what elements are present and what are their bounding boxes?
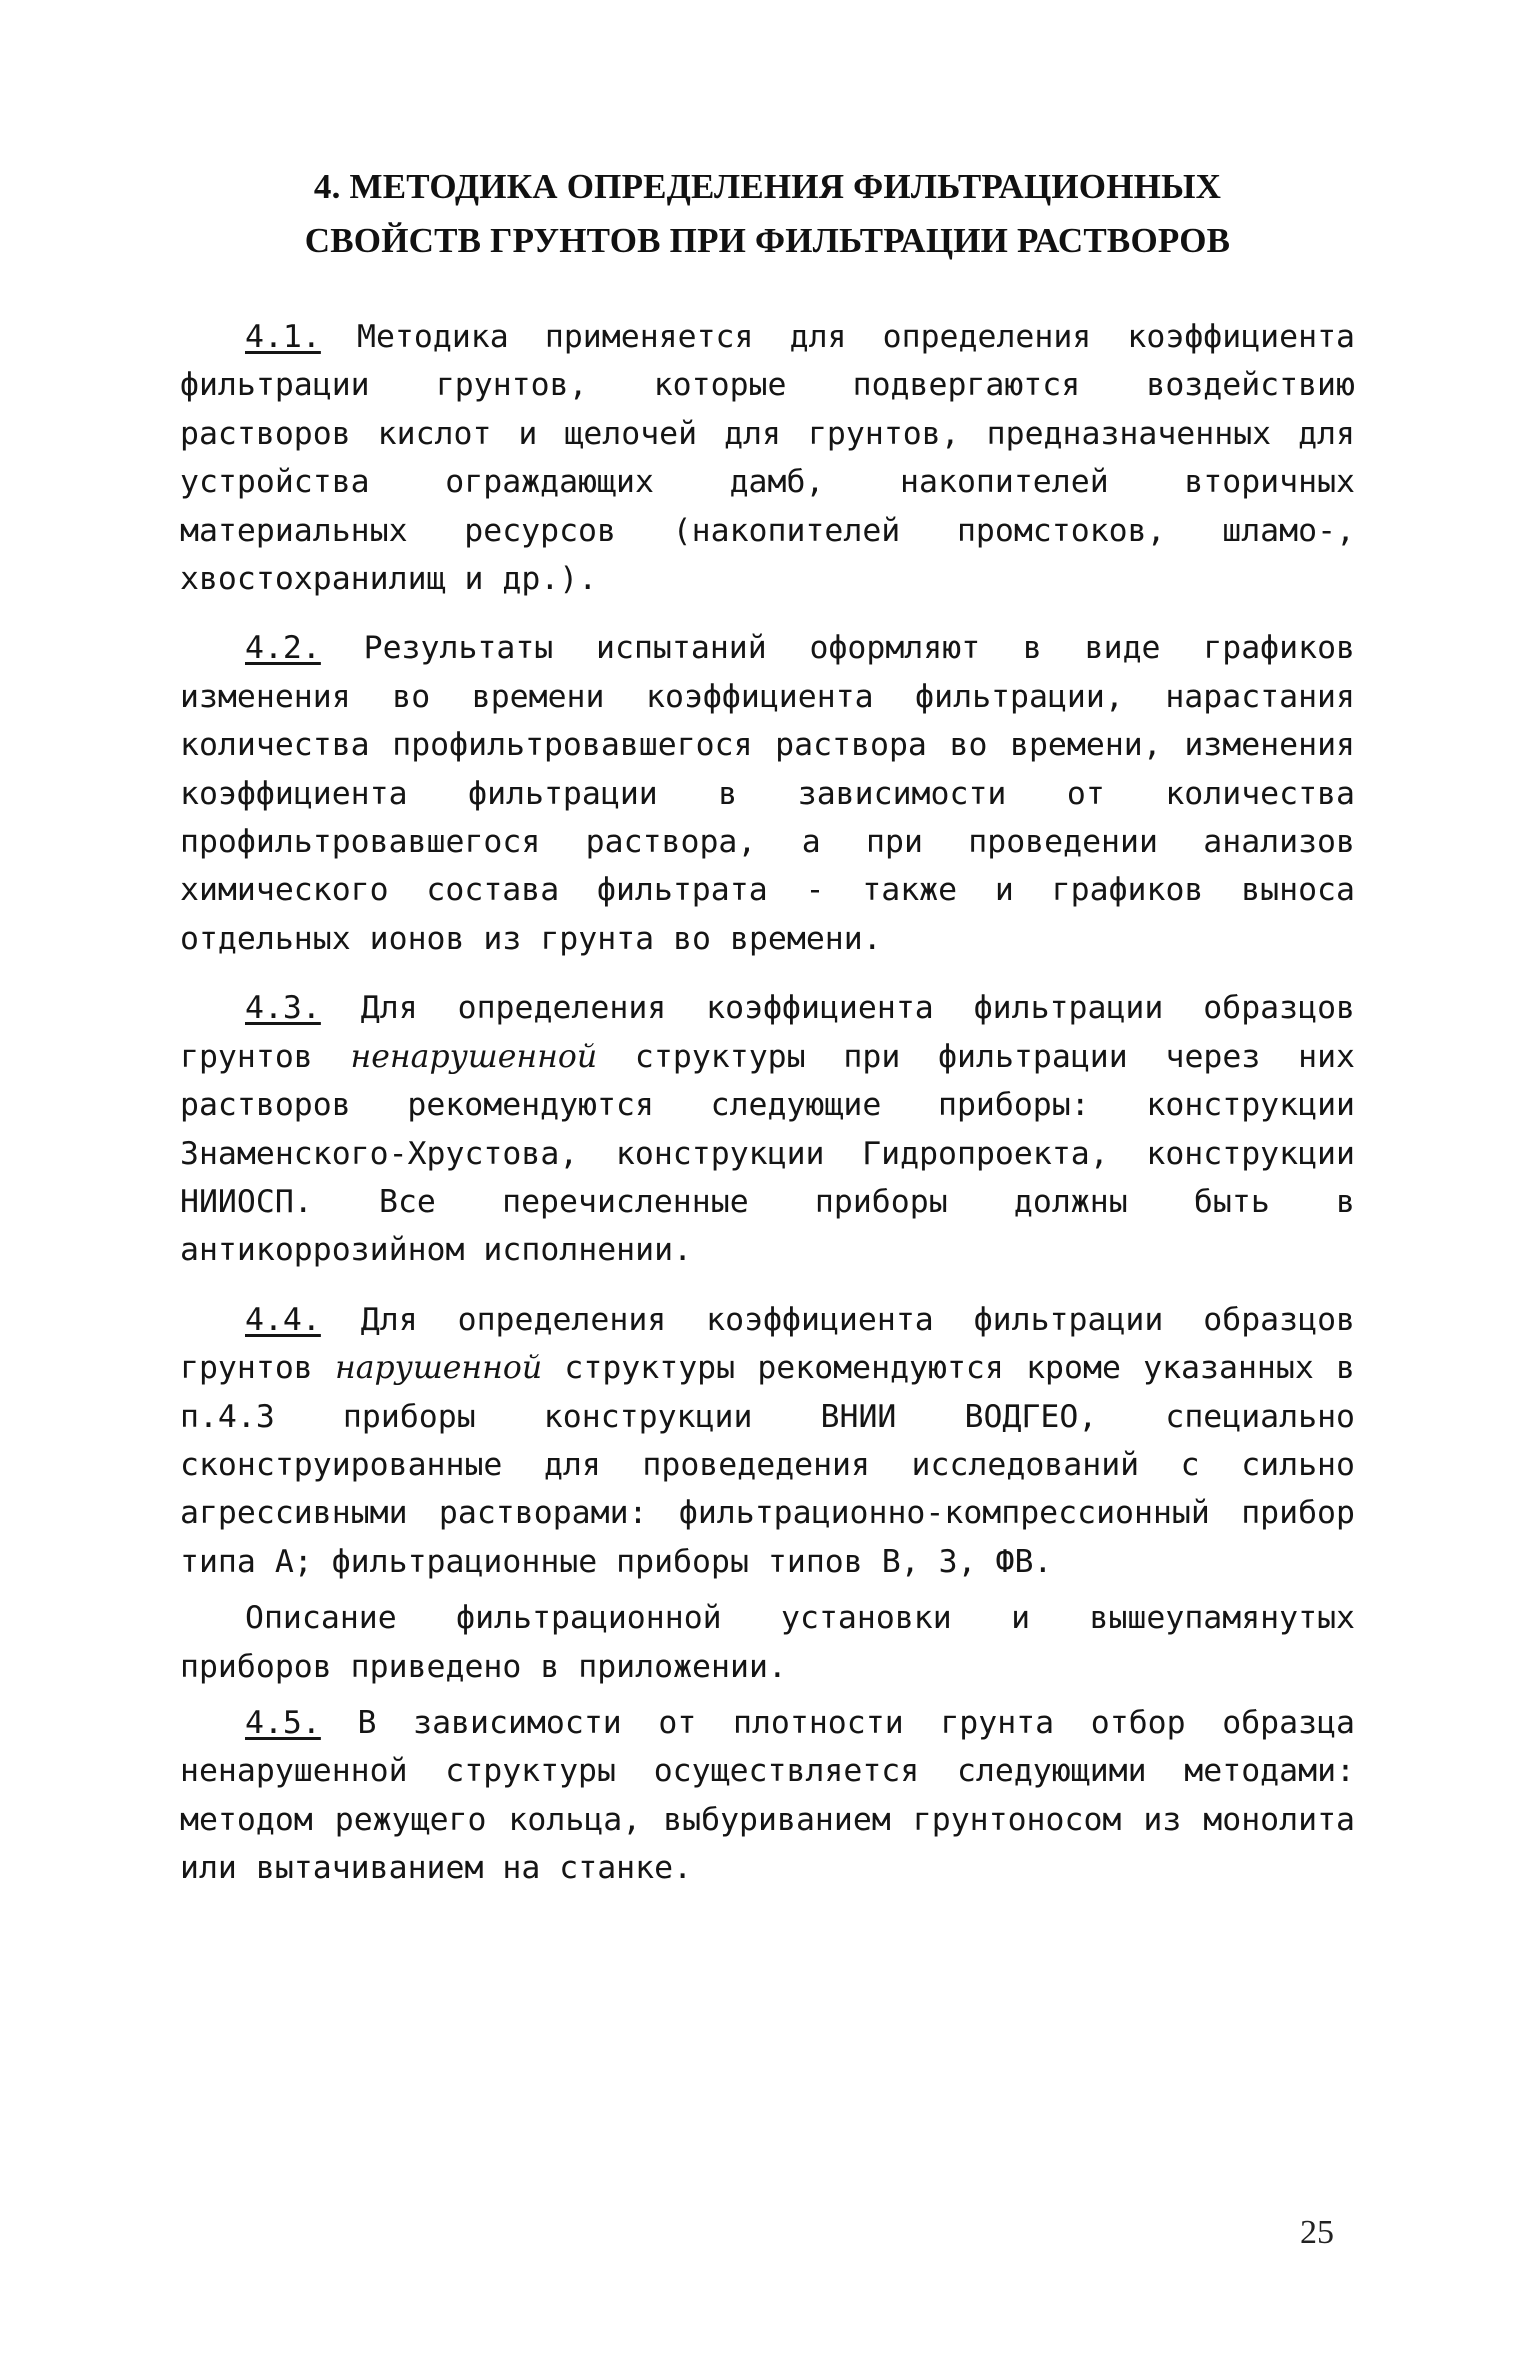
emphasized-term: нарушенной xyxy=(334,1350,543,1387)
paragraph-text: Результаты испытаний оформляют в виде графиков изменения во времени коэффициента фильтрации, нарастания количества профильтровавшегося раствора во времени, изменения коэффициента фильтрации в зависимости от количества профильтровавшегося раствора, а при проведении анализов химического состава фильтрата - также и графиков выноса отдельных ионов из грунта во времени. xyxy=(180,630,1355,957)
paragraph-number: 4.5. xyxy=(245,1704,321,1741)
paragraph-text: структуры при фильтрации через них растворов рекомендуются следующие приборы: конструкции Знаменского-Хрустова, конструкции Гидропроекта, конструкции НИИОСП. Все перечисленные приборы должны быть в антикоррозийном исполнении. xyxy=(180,1038,1356,1269)
paragraph-4-1 xyxy=(180,313,1355,603)
page-number: 25 xyxy=(1300,2214,1334,2251)
paragraph-text: Описание фильтрационной установки и вышеупамянутых приборов приведено в приложении. xyxy=(180,1600,1355,1685)
paragraph-4-4-description xyxy=(180,1594,1355,1691)
paragraph-text: Для определения коэффициента фильтрации образцов грунтов xyxy=(180,990,1355,1075)
paragraph-text: Методика применяется для определения коэффициента фильтрации грунтов, которые подвергаются воздействию растворов кислот и щелочей для грунтов, предназначенных для устройства ограждающих дамб, накопителей вторичных материальных ресурсов (накопителей промстоков, шламо-, хвостохранилищ и др.). xyxy=(180,319,1355,598)
heading-line-1: 4. МЕТОДИКА ОПРЕДЕЛЕНИЯ ФИЛЬТРАЦИОННЫХ xyxy=(313,167,1222,206)
document-body xyxy=(180,313,1355,1914)
heading-line-2: СВОЙСТВ ГРУНТОВ ПРИ ФИЛЬТРАЦИИ РАСТВОРОВ xyxy=(304,221,1231,260)
paragraph-number: 4.1. xyxy=(245,319,321,355)
paragraph-4-2 xyxy=(180,624,1355,963)
emphasized-term: ненарушенной xyxy=(350,1038,598,1075)
paragraph-4-4 xyxy=(180,1296,1355,1586)
paragraph-text: структуры рекомендуются кроме указанных в п.4.3 приборы конструкции ВНИИ ВОДГЕО, специально сконструированные для проведедения исследований с сильно агрессивными растворами: фильтрационно-компрессионный прибор типа А; фильтрационные приборы типов В, З, ФВ. xyxy=(180,1350,1356,1580)
paragraph-text: Для определения коэффициента фильтрации образцов грунтов xyxy=(180,1301,1355,1387)
section-heading xyxy=(180,160,1355,268)
paragraph-4-3 xyxy=(180,984,1355,1274)
paragraph-number: 4.4. xyxy=(245,1301,321,1338)
paragraph-number: 4.3. xyxy=(245,990,321,1027)
paragraph-text: В зависимости от плотности грунта отбор образца ненарушенной структуры осуществляется следующими методами: методом режущего кольца, выбуриванием грунтоносом из монолита или вытачиванием на станке. xyxy=(180,1704,1355,1887)
paragraph-number: 4.2. xyxy=(245,630,321,667)
paragraph-4-5 xyxy=(180,1699,1355,1893)
